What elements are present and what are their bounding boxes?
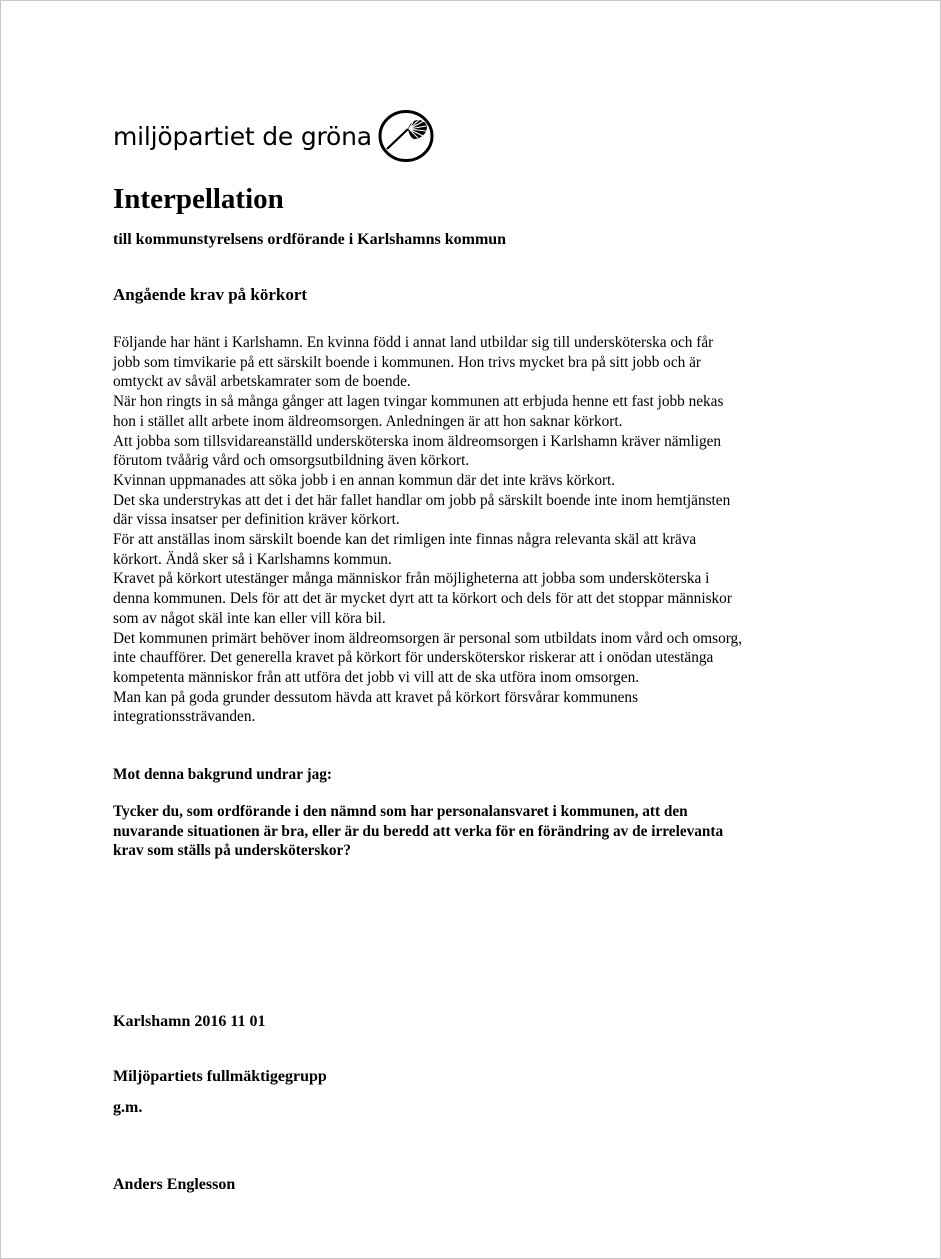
body-line: Kvinnan uppmanades att söka jobb i en annan kommun där det inte krävs körkort. <box>113 471 616 489</box>
signer-name: Anders Englesson <box>113 1176 236 1193</box>
body-line: Att jobba som tillsvidareanställd undersköterska inom äldreomsorgen i Karlshamn kräver nämligen <box>113 432 722 450</box>
dateline: Karlshamn 2016 11 01 <box>113 1013 266 1030</box>
body-line: När hon ringts in så många gånger att lagen tvingar kommunen att erbjuda henne ett fast jobb nekas <box>113 393 724 411</box>
dandelion-seed-icon <box>378 109 434 163</box>
document-title: Interpellation <box>113 183 284 215</box>
body-line: Följande har hänt i Karlshamn. En kvinna född i annat land utbildar sig till undersköterska och får <box>113 334 714 351</box>
body-line: där vissa insatser per definition kräver körkort. <box>113 511 400 529</box>
question-text <box>113 802 723 861</box>
body-line: jobb som timvikarie på ett särskilt boende i kommunen. Hon trivs mycket bra på sitt jobb och är <box>113 353 701 371</box>
body-line: förutom tvåårig vård och omsorgsutbildning även körkort. <box>113 452 470 470</box>
body-line: denna kommunen. Dels för att det är mycket dyrt att ta körkort och dels för att det stoppar människor <box>113 590 732 608</box>
body-line: Det kommunen primärt behöver inom äldreomsorgen är personal som utbildats inom vård och omsorg, <box>113 629 743 647</box>
question-lead: Mot denna bakgrund undrar jag: <box>113 766 333 783</box>
body-text <box>113 333 833 727</box>
body-line: integrationssträvanden. <box>113 708 256 726</box>
body-line: kompetenta människor från att utföra det jobb vi vill att de ska utföra inom omsorgen. <box>113 668 640 686</box>
question-line: nuvarande situationen är bra, eller är du beredd att verka för en förändring av de irrelevanta <box>113 822 724 840</box>
body-line: Kravet på körkort utestänger många människor från möjligheterna att jobba som undersköterska i <box>113 570 710 588</box>
body-line: inte chaufförer. Det generella kravet på körkort för undersköterskor riskerar att i onödan utestänga <box>113 649 714 667</box>
body-line: För att anställas inom särskilt boende kan det rimligen inte finnas några relevanta skäl att kräva <box>113 531 697 549</box>
body-line: Det ska understrykas att det i det här fallet handlar om jobb på särskilt boende inte inom hemtjänsten <box>113 491 731 509</box>
body-line: omtyckt av såväl arbetskamrater som de boende. <box>113 373 411 391</box>
logo-wordmark: miljöpartiet de gröna <box>113 121 372 151</box>
question-line: krav som ställs på undersköterskor? <box>113 842 351 860</box>
sender-group: Miljöpartiets fullmäktigegrupp <box>113 1068 327 1085</box>
question-line: Tycker du, som ordförande i den nämnd som har personalansvaret i kommunen, att den <box>113 803 688 820</box>
body-line: som av något skäl inte kan eller vill köra bil. <box>113 609 386 627</box>
body-line: hon i stället allt arbete inom äldreomsorgen. Anledningen är att hon saknar körkort. <box>113 412 623 430</box>
document-subject: Angående krav på körkort <box>113 285 308 304</box>
document-subtitle: till kommunstyrelsens ordförande i Karlshamns kommun <box>113 231 507 248</box>
party-logo <box>113 109 434 163</box>
sender-gm: g.m. <box>113 1099 143 1116</box>
body-line: Man kan på goda grunder dessutom hävda att kravet på körkort försvårar kommunens <box>113 688 639 706</box>
body-line: körkort. Ändå sker så i Karlshamns kommun. <box>113 550 392 568</box>
